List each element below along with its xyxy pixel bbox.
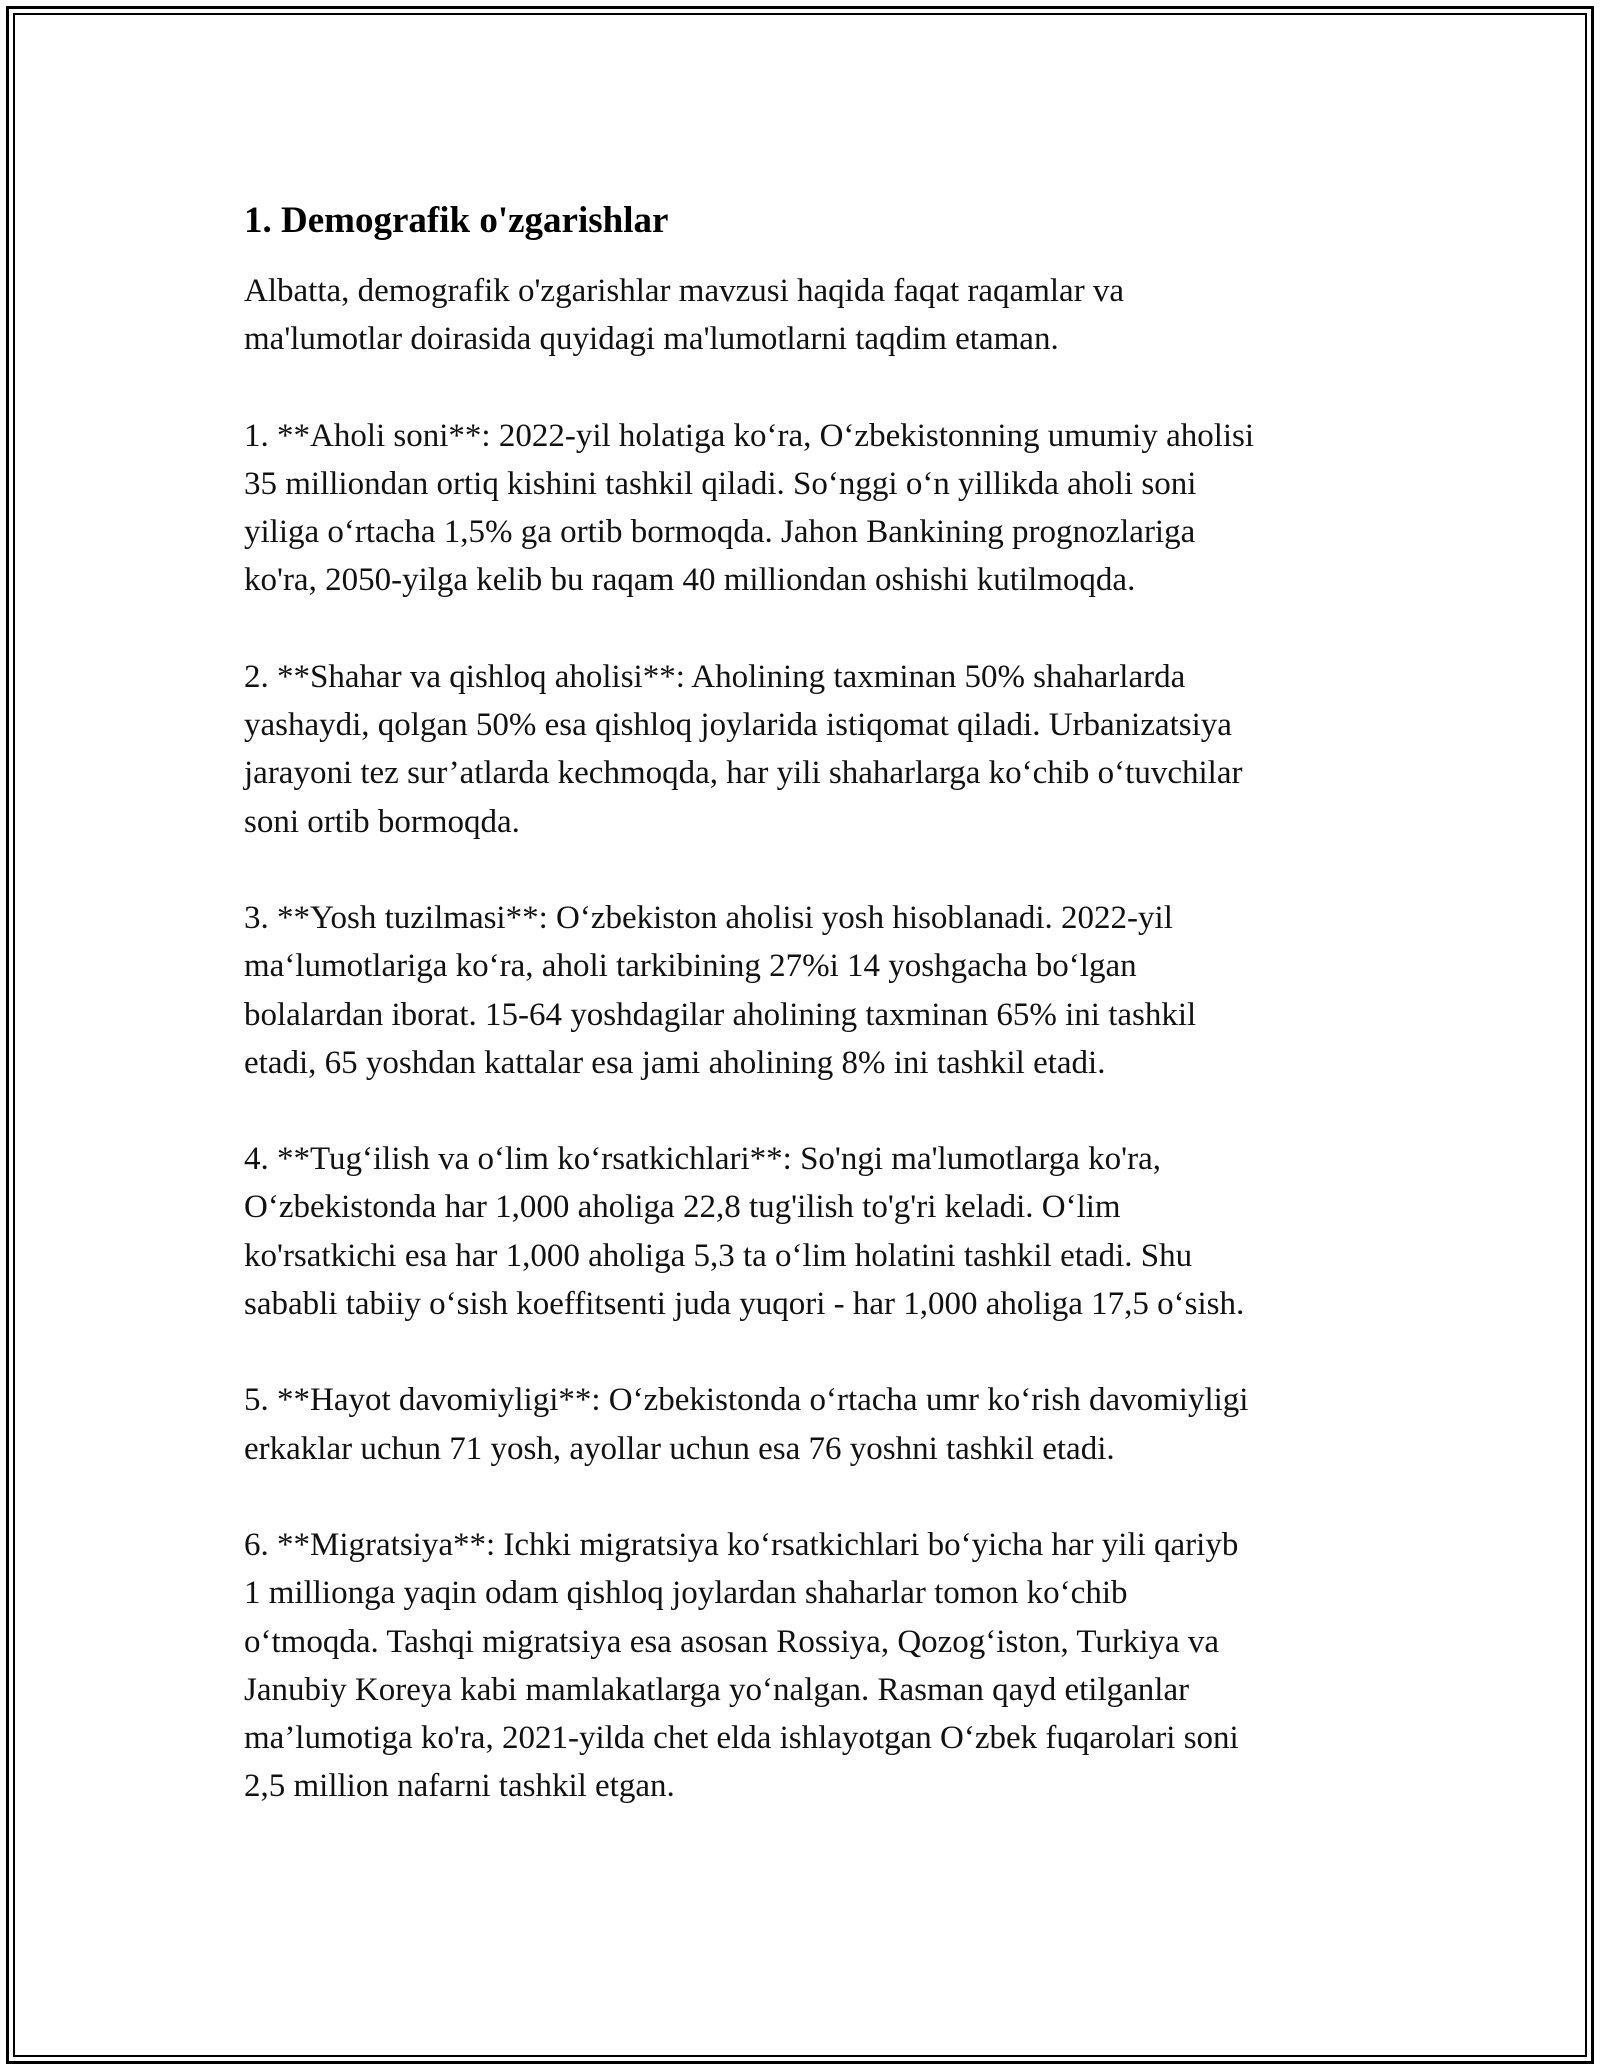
item-population: 1. **Aholi soni**: 2022-yil holatiga ko‘ra, O‘zbekistonning umumiy aholisi 35 milliondan ortiq kishini tashkil qiladi. So‘nggi o‘n yillikda aholi soni yiliga o‘rtacha 1,5% ga ortib bormoqda. Jahon Bankining prognozlariga ko'ra, 2050-yilga kelib bu raqam 40 milliondan oshishi kutilmoqda.: [244, 417, 1255, 599]
intro-paragraph: Albatta, demografik o'zgarishlar mavzusi haqida faqat raqamlar va ma'lumotlar doirasida quyidagi ma'lumotlarni taqdim etaman.: [244, 273, 1125, 358]
page-frame: [6, 6, 1594, 2064]
item-urban-rural: 2. **Shahar va qishloq aholisi**: Aholining taxminan 50% shaharlarda yashaydi, qolgan 50% esa qishloq joylarida istiqomat qiladi. Urbanizatsiya jarayoni tez sur’atlarda kechmoqda, har yili shaharlarga ko‘chib o‘tuvchilar soni ortib bormoqda.: [244, 658, 1243, 840]
document-body: [244, 197, 1384, 1859]
item-migration: 6. **Migratsiya**: Ichki migratsiya ko‘rsatkichlari bo‘yicha har yili qariyb 1 millionga yaqin odam qishloq joylardan shaharlar tomon ko‘chib o‘tmoqda. Tashqi migratsiya esa asosan Rossiya, Qozog‘iston, Turkiya va Janubiy Koreya kabi mamlakatlarga yo‘nalgan. Rasman qayd etilganlar ma’lumotiga ko'ra, 2021-yilda chet elda ishlayotgan O‘zbek fuqarolari soni 2,5 million nafarni tashkil etgan.: [244, 1526, 1239, 1805]
section-heading: 1. Demografik o'zgarishlar: [244, 200, 669, 241]
item-age-structure: 3. **Yosh tuzilmasi**: O‘zbekiston aholisi yosh hisoblanadi. 2022-yil ma‘lumotlariga ko‘ra, aholi tarkibining 27%i 14 yoshgacha bo‘lgan bolalardan iborat. 15-64 yoshdagilar aholining taxminan 65% ini tashkil etadi, 65 yoshdan kattalar esa jami aholining 8% ini tashkil etadi.: [244, 899, 1197, 1081]
item-birth-death-rates: 4. **Tug‘ilish va o‘lim ko‘rsatkichlari**: So'ngi ma'lumotlarga ko'ra, O‘zbekistonda har 1,000 aholiga 22,8 tug'ilish to'g'ri keladi. O‘lim ko'rsatkichi esa har 1,000 aholiga 5,3 ta o‘lim holatini tashkil etadi. Shu sababli tabiiy o‘sish koeffitsenti juda yuqori - har 1,000 aholiga 17,5 o‘sish.: [244, 1141, 1245, 1323]
item-life-expectancy: 5. **Hayot davomiyligi**: O‘zbekistonda o‘rtacha umr ko‘rish davomiyligi erkaklar uchun 71 yosh, ayollar uchun esa 76 yoshni tashkil etadi.: [244, 1382, 1249, 1467]
